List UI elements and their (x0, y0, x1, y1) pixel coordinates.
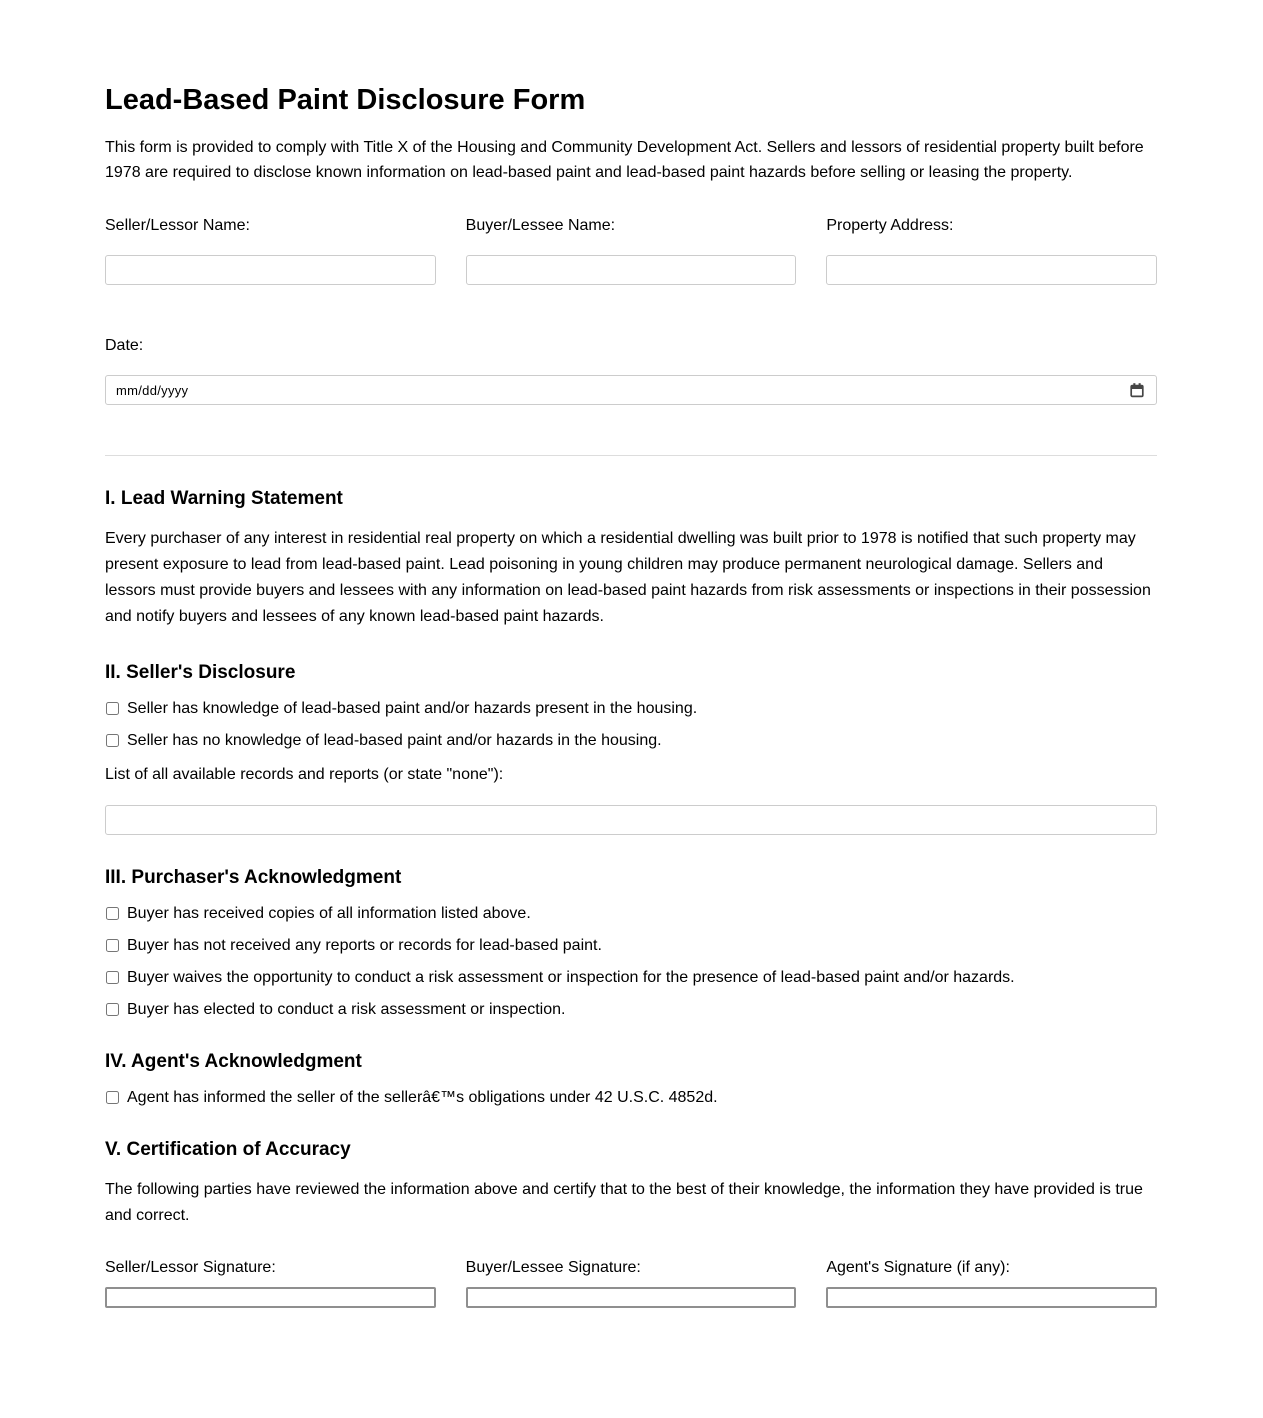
property-address-input[interactable] (826, 255, 1157, 285)
buyer-not-received-checkbox[interactable] (106, 939, 119, 952)
checkbox-row-seller-has-knowledge[interactable] (105, 700, 1157, 718)
seller-signature-input[interactable] (105, 1287, 436, 1308)
section-heading-purchaser-acknowledgment: III. Purchaser's Acknowledgment (105, 867, 402, 888)
date-input[interactable] (105, 375, 1157, 405)
checkbox-row-agent-informed-seller[interactable] (105, 1089, 1157, 1107)
buyer-not-received-label: Buyer has not received any reports or records for lead-based paint. (127, 937, 602, 954)
field-seller-signature (105, 1259, 436, 1308)
section-heading-lead-warning: I. Lead Warning Statement (105, 488, 343, 509)
certification-text: The following parties have reviewed the information above and certify that to the best of their knowledge, the information they have provided is true and correct. (105, 1181, 1143, 1224)
field-property-address (826, 217, 1157, 285)
seller-no-knowledge-checkbox[interactable] (106, 734, 119, 747)
section-heading-certification: V. Certification of Accuracy (105, 1139, 351, 1160)
buyer-name-input[interactable] (466, 255, 797, 285)
section-heading-agent-acknowledgment: IV. Agent's Acknowledgment (105, 1051, 362, 1072)
buyer-elected-inspection-label: Buyer has elected to conduct a risk assessment or inspection. (127, 1001, 566, 1018)
agent-signature-label: Agent's Signature (if any): (826, 1259, 1010, 1276)
checkbox-row-buyer-waives-inspection[interactable] (105, 969, 1157, 987)
section-heading-seller-disclosure: II. Seller's Disclosure (105, 662, 296, 683)
field-buyer-name (466, 217, 797, 285)
seller-signature-label: Seller/Lessor Signature: (105, 1259, 276, 1276)
seller-name-input[interactable] (105, 255, 436, 285)
signature-fields-row (105, 1259, 1157, 1308)
seller-no-knowledge-label: Seller has no knowledge of lead-based paint and/or hazards in the housing. (127, 732, 662, 749)
buyer-elected-inspection-checkbox[interactable] (106, 1003, 119, 1016)
section-divider (105, 455, 1157, 456)
property-address-label: Property Address: (826, 217, 954, 234)
buyer-name-label: Buyer/Lessee Name: (465, 217, 616, 234)
seller-name-label: Seller/Lessor Name: (105, 217, 250, 234)
records-list-label: List of all available records and reports (or state "none"): (105, 766, 504, 783)
records-list-input[interactable] (105, 805, 1157, 835)
field-buyer-signature (466, 1259, 797, 1308)
field-date (105, 337, 1157, 405)
buyer-signature-input[interactable] (466, 1287, 797, 1308)
field-agent-signature (826, 1259, 1157, 1308)
buyer-waives-inspection-label: Buyer waives the opportunity to conduct a risk assessment or inspection for the presence of lead-based paint and/or hazards. (127, 969, 1015, 986)
agent-informed-seller-label: Agent has informed the seller of the sellerâ€™s obligations under 42 U.S.C. 4852d. (127, 1089, 718, 1106)
buyer-signature-label: Buyer/Lessee Signature: (465, 1259, 641, 1276)
seller-has-knowledge-label: Seller has knowledge of lead-based paint and/or hazards present in the housing. (127, 700, 698, 717)
checkbox-row-buyer-received-copies[interactable] (105, 905, 1157, 923)
buyer-received-copies-label: Buyer has received copies of all information listed above. (127, 905, 531, 922)
page-title: Lead-Based Paint Disclosure Form (105, 84, 586, 116)
checkbox-row-buyer-elected-inspection[interactable] (105, 1001, 1157, 1019)
seller-has-knowledge-checkbox[interactable] (106, 702, 119, 715)
agent-informed-seller-checkbox[interactable] (106, 1091, 119, 1104)
buyer-received-copies-checkbox[interactable] (106, 907, 119, 920)
checkbox-row-buyer-not-received[interactable] (105, 937, 1157, 955)
form-intro-text: This form is provided to comply with Title X of the Housing and Community Development Act. Sellers and lessors of residential property built before 1978 are required to disclose known information on lead-based paint and lead-based paint hazards before selling or leasing the property. (105, 139, 1144, 181)
date-placeholder: mm/dd/yyyy (116, 382, 189, 398)
agent-signature-input[interactable] (826, 1287, 1157, 1308)
checkbox-row-seller-no-knowledge[interactable] (105, 732, 1157, 750)
field-seller-name (105, 217, 436, 285)
buyer-waives-inspection-checkbox[interactable] (106, 971, 119, 984)
name-fields-row (105, 217, 1157, 285)
date-label: Date: (105, 337, 144, 354)
calendar-icon[interactable] (1129, 382, 1145, 398)
lead-warning-text: Every purchaser of any interest in residential real property on which a residential dwelling was built prior to 1978 is notified that such property may present exposure to lead from lead-based paint. Lead poisoning in young children may produce permanent neurological damage. Sellers and lessors must provide buyers and lessees with any information on lead-based paint hazards from risk assessments or inspections in their possession and notify buyers and lessees of any known lead-based paint hazards. (105, 530, 1151, 625)
